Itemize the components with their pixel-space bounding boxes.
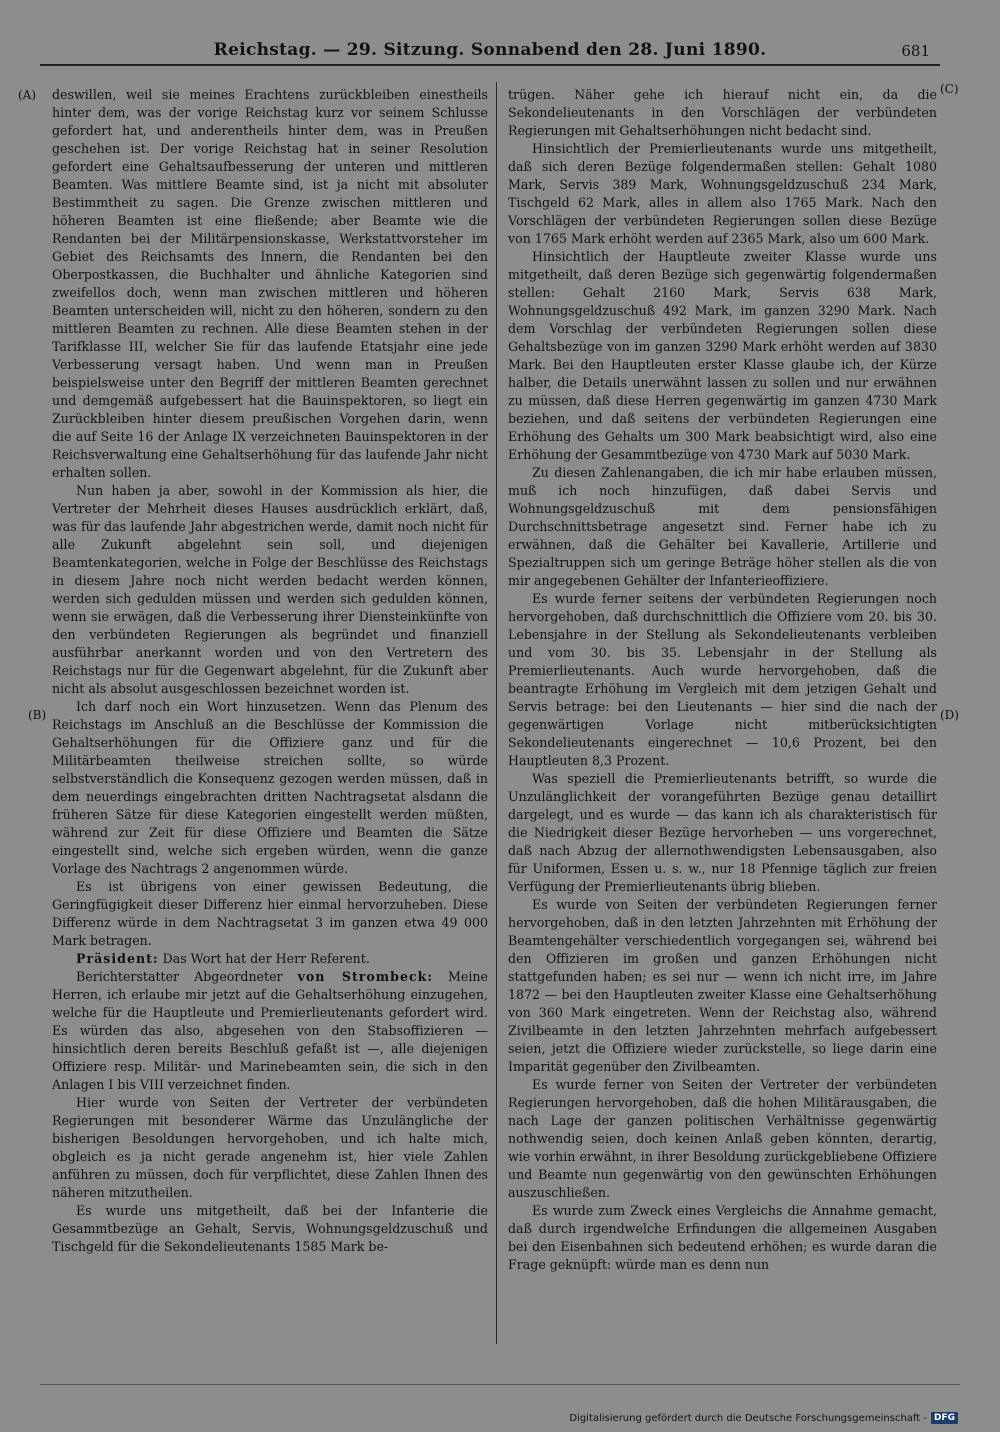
right-paragraph-3: Hinsichtlich der Hauptleute zweiter Klasse wurde uns mitgetheilt, daß deren Bezüge sich gegenwärtig folgendermaßen stellen: Gehalt 2160 Mark, Servis 638 Mark, Wohnungsgeldzuschuß 492 Mark, im ganzen 3290 Mark. Nach dem Vorschlag der verbündeten Regierungen sollen diese Gehaltsbezüge von im ganzen 3290 Mark erhöht werden auf 3830 Mark. Bei den Hauptleuten erster Klasse glaube ich, der Kürze halber, die Details unerwähnt lassen zu sollen und nur erwähnen zu müssen, daß diese Herren gegenwärtig im ganzen 4730 Mark beziehen, und daß seitens der verbündeten Regierungen eine Erhöhung des Gehalts um 300 Mark beabsichtigt wird, also eine Erhöhung der Gesammtbezüge von 4730 Mark auf 5030 Mark. (508, 249, 937, 462)
rapporteur-text: Meine Herren, ich erlaube mir jetzt auf die Gehaltserhöhung einzugehen, welche für die Hauptleute und Premierlieutenants gefordert wird. Es würden das also, abgesehen von den Stabsoffizieren — hinsichtlich deren bereits Beschluß gefaßt ist —, alle diejenigen Offiziere resp. Militär- und Marinebeamten sein, die sich in den Anlagen I bis VIII verzeichnet finden. (52, 969, 488, 1092)
margin-mark-d: (D) (940, 708, 959, 722)
left-paragraph-7: Es wurde uns mitgetheilt, daß bei der Infanterie die Gesammtbezüge an Gehalt, Servis, Wohnungsgeldzuschuß und Tischgeld für die Sekondelieutenants 1585 Mark be- (52, 1203, 488, 1254)
footer-credit: Digitalisierung gefördert durch die Deutsche Forschungsgemeinschaft - (569, 1412, 927, 1424)
left-paragraph-2: Nun haben ja aber, sowohl in der Kommission als hier, die Vertreter der Mehrheit dieses Hauses ausdrücklich erklärt, daß, was für das laufende Jahr abgestrichen werde, damit noch nicht für alle Zukunft abgelehnt sein soll, und diejenigen Beamtenkategorien, welche in Folge der Beschlüsse des Reichstags in diesem Jahre noch nicht werden bedacht werden können, werden sich gedulden müssen und werden sich gedulden können, wenn sie erwägen, daß die Verbesserung ihrer Diensteinkünfte von den verbündeten Regierungen als begründet und finanziell ausführbar anerkannt worden und von den Vertretern des Reichstags nur für die Gegenwart abgelehnt, für die Zukunft aber nicht als absolut ausgeschlossen bezeichnet worden ist. (52, 483, 488, 696)
page-number: 681 (901, 42, 930, 60)
page-footer (569, 1412, 958, 1424)
margin-mark-b: (B) (28, 708, 47, 722)
right-column (508, 86, 937, 1346)
right-paragraph-8: Es wurde ferner von Seiten der Vertreter der verbündeten Regierungen hervorgehoben, daß die hohen Militärausgaben, die nach Lage der ganzen politischen Verhältnisse gegenwärtig nothwendig seien, doch keinen Anlaß geben könnten, derartig, wie vorhin erwähnt, in ihrer Besoldung zurückgebliebene Offiziere und Beamte nun gegenwärtig von den gewünschten Erhöhungen auszuschließen. (508, 1077, 937, 1200)
right-paragraph-5: Es wurde ferner seitens der verbündeten Regierungen noch hervorgehoben, daß durchschnittlich die Offiziere vom 20. bis 30. Lebensjahre in der Stellung als Sekondelieutenants verbleiben und vom 30. bis 35. Lebensjahr in der Stellung als Premierlieutenants. Auch wurde hervorgehoben, daß die beantragte Erhöhung im Vergleich mit dem jetzigen Gehalt und Servis betrage: bei den Lieutenants — hier sind die nach der gegenwärtigen Vorlage nicht mitberücksichtigten Sekondelieutenants eingerechnet — 10,6 Prozent, bei den Hauptleuten 8,3 Prozent. (508, 591, 937, 768)
margin-mark-a: (A) (18, 88, 37, 102)
right-paragraph-2: Hinsichtlich der Premierlieutenants wurde uns mitgetheilt, daß sich deren Bezüge folgendermaßen stellen: Gehalt 1080 Mark, Servis 389 Mark, Wohnungsgeldzuschuß 234 Mark, Tischgeld 62 Mark, alles in allem also 1765 Mark. Nach den Vorschlägen der verbündeten Regierungen sollen diese Bezüge von 1765 Mark erhöht werden auf 2365 Mark, also um 600 Mark. (508, 141, 937, 246)
header-title: Reichstag. — 29. Sitzung. Sonnabend den 28. Juni 1890. (213, 40, 767, 60)
president-name: Präsident: (76, 951, 159, 966)
left-paragraph-3: Ich darf noch ein Wort hinzusetzen. Wenn das Plenum des Reichstags im Anschluß an die Beschlüsse der Kommission die Gehaltserhöhungen für die Offiziere ganz und für die Militärbeamten theilweise streichen sollte, so würde selbstverständlich die Konsequenz gezogen werden müssen, daß in dem neuerdings eingebrachten dritten Nachtragsetat alsdann die früheren Sätze für diese Kategorien eingestellt werden müßten, während zur Zeit für diese Offiziere und Beamten die Sätze eingestellt sind, welche sich ergeben würden, wenn die ganze Vorlage des Nachtrags 2 angenommen würde. (52, 699, 488, 876)
right-paragraph-6: Was speziell die Premierlieutenants betrifft, so wurde die Unzulänglichkeit der vorangeführten Bezüge genau detaillirt dargelegt, und es wurde — das kann ich als charakteristisch für die Niedrigkeit dieser Bezüge hervorheben — uns vorgerechnet, daß nach Abzug der allernothwendigsten Lebensausgaben, also für Uniformen, Essen u. s. w., nur 18 Pfennige täglich zur freien Verfügung der Premierlieutenants übrig blieben. (508, 771, 937, 894)
left-paragraph-6: Hier wurde von Seiten der Vertreter der verbündeten Regierungen mit besonderer Wärme das Unzulängliche der bisherigen Besoldungen hervorgehoben, und ich halte mich, obgleich es ja nicht gerade angenehm ist, hier viele Zahlen anführen zu müssen, doch für verpflichtet, diese Zahlen Ihnen des näheren mitzutheilen. (52, 1095, 488, 1200)
dfg-logo: DFG (931, 1412, 958, 1424)
left-column (52, 86, 488, 1346)
right-paragraph-4: Zu diesen Zahlenangaben, die ich mir habe erlauben müssen, muß ich noch hinzufügen, daß dabei Servis und Wohnungsgeldzuschuß mit dem pensionsfähigen Durchschnittsbetrage angesetzt sind. Ferner habe ich zu erwähnen, daß die Gehälter bei Kavallerie, Artillerie und Spezialtruppen sich um geringe Beträge höher stellen als die von mir angegebenen Gehälter der Infanterieoffiziere. (508, 465, 937, 588)
rapporteur-intro: Berichterstatter Abgeordneter (76, 969, 298, 984)
margin-mark-c: (C) (940, 82, 959, 96)
column-divider (496, 82, 497, 1344)
right-paragraph-1: trügen. Näher gehe ich hierauf nicht ein, da die Sekondelieutenants in den Vorschlägen der verbündeten Regierungen mit Gehaltserhöhungen nicht bedacht sind. (508, 87, 937, 138)
page-header (40, 34, 940, 66)
right-paragraph-9: Es wurde zum Zweck eines Vergleichs die Annahme gemacht, daß durch irgendwelche Erfindungen die allgemeinen Ausgaben bei den Eisenbahnen sich bedeutend erhöhen; es wurde daran die Frage geknüpft: würde man es denn nun (508, 1203, 937, 1272)
president-statement (52, 950, 488, 968)
left-paragraph-1: deswillen, weil sie meines Erachtens zurückbleiben einestheils hinter dem, was der vorige Reichstag kurz vor seinem Schlusse gefordert hat, und anderentheils hinter dem, was in Preußen geschehen ist. Der vorige Reichstag hat in seiner Resolution gefordert eine Gehaltsaufbesserung der unteren und mittleren Beamten. Was mittlere Beamte sind, ist ja nicht mit absoluter Bestimmtheit zu sagen. Die Grenze zwischen mittleren und höheren Beamten ist eine fließende; aber Beamte wie die Rendanten bei der Militärpensionskasse, Werkstattvorsteher im Gebiet des Reichsamts des Innern, die Rendanten bei den Oberpostkassen, die Buchhalter und ähnliche Kategorien sind zweifellos doch, wenn man zwischen mittleren und höheren Beamten unterscheiden will, nicht zu den höheren, sondern zu den mittleren Beamten zu rechnen. Alle diese Beamten stehen in der Tarifklasse III, welcher Sie für das laufende Etatsjahr eine jede Verbesserung versagt haben. Und wenn man in Preußen beispielsweise unter den Begriff der mittleren Beamten gerechnet und demgemäß aufgebessert hat die Bauinspektoren, so liegt ein Zurückbleiben hinter diesem preußischen Vorgehen darin, wenn die auf Seite 16 der Anlage IX verzeichneten Bauinspektoren in der Reichsverwaltung eine Gehaltserhöhung für das laufende Jahr nicht erhalten sollen. (52, 87, 488, 480)
right-paragraph-7: Es wurde von Seiten der verbündeten Regierungen ferner hervorgehoben, daß in den letzten Jahrzehnten mit Erhöhung der Beamtengehälter verschiedentlich vorgegangen sei, während bei den Offizieren im großen und ganzen Erhöhungen nicht stattgefunden haben; es sei nur — wenn ich nicht irre, im Jahre 1872 — bei den Hauptleuten zweiter Klasse eine Gehaltserhöhung von 360 Mark eingetreten. Wenn der Reichstag also, während Zivilbeamte in den letzten Jahrzehnten mehrfach aufgebessert seien, jetzt die Offiziere wieder zurückstelle, so liege darin eine Imparität gegenüber den Zivilbeamten. (508, 897, 937, 1074)
president-text: Das Wort hat der Herr Referent. (158, 951, 370, 966)
rapporteur-name: von Strombeck: (297, 969, 433, 984)
left-paragraph-4: Es ist übrigens von einer gewissen Bedeutung, die Geringfügigkeit dieser Differenz hier einmal hervorzuheben. Diese Differenz würde in dem Nachtragsetat 3 im ganzen etwa 49 000 Mark betragen. (52, 879, 488, 948)
rapporteur-statement (52, 968, 488, 1094)
footer-divider (40, 1384, 960, 1385)
